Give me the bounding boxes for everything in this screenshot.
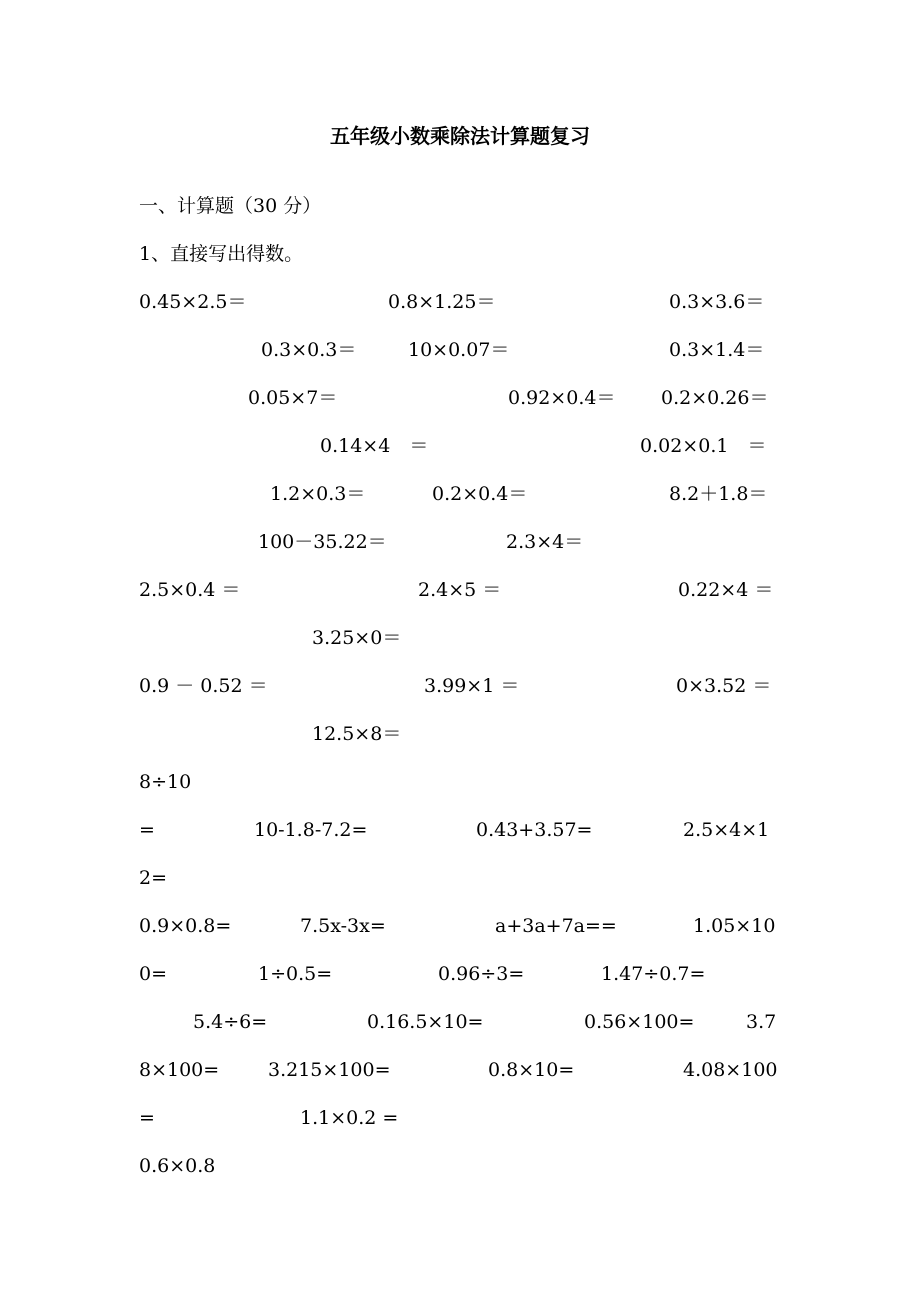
problem-row: [0, 1151, 920, 1181]
problem-item: 8×100=: [139, 1059, 220, 1081]
problem-item: a+3a+7a==: [495, 915, 617, 937]
problem-item: 0.96÷3=: [438, 963, 525, 985]
problem-item: 0.16.5×10=: [367, 1011, 484, 1033]
question-heading: 1、直接写出得数。: [139, 243, 304, 265]
problem-item: 2.3×4＝: [506, 531, 584, 553]
section-heading-line: [0, 191, 920, 221]
problem-item: 0.8×10=: [488, 1059, 575, 1081]
problem-item: 1÷0.5=: [258, 963, 333, 985]
problem-item: 1.2×0.3＝: [270, 483, 366, 505]
problem-row: [0, 1007, 920, 1037]
problem-item: 4.08×100: [683, 1059, 778, 1081]
problem-row: [0, 527, 920, 557]
problem-item: 8÷10: [139, 771, 192, 793]
problem-item: 0.3×1.4＝: [669, 339, 765, 361]
problem-item: 0.43+3.57=: [476, 819, 593, 841]
problem-item: 0.56×100=: [584, 1011, 695, 1033]
problem-row: [0, 959, 920, 989]
problem-row: [0, 575, 920, 605]
problem-item: 3.215×100=: [268, 1059, 391, 1081]
problem-row: [0, 815, 920, 845]
problem-item: 1.05×10: [693, 915, 776, 937]
problem-row: [0, 431, 920, 461]
problem-item: 2=: [139, 867, 168, 889]
problem-item: 3.25×0＝: [312, 627, 402, 649]
problem-item: 0.02×0.1 ＝: [640, 435, 767, 457]
problem-row: [0, 1103, 920, 1133]
problem-item: 5.4÷6=: [193, 1011, 268, 1033]
section-heading: 一、计算题（30 分）: [139, 195, 322, 217]
problem-item: 2.5×0.4 ＝: [139, 579, 241, 601]
problem-row: [0, 863, 920, 893]
problem-item: 0.2×0.4＝: [432, 483, 528, 505]
problem-item: 1.1×0.2 =: [300, 1107, 399, 1129]
problem-item: 2.5×4×1: [683, 819, 770, 841]
problem-row: [0, 719, 920, 749]
problem-item: 2.4×5 ＝: [418, 579, 502, 601]
problem-item: 3.7: [746, 1011, 777, 1033]
problem-row: [0, 335, 920, 365]
problem-row: [0, 767, 920, 797]
problem-item: 10×0.07＝: [408, 339, 510, 361]
problem-item: 0.2×0.26＝: [661, 387, 769, 409]
problem-row: [0, 911, 920, 941]
problem-item: =: [139, 819, 155, 841]
problem-item: 0×3.52 ＝: [676, 675, 772, 697]
problem-item: =: [139, 1107, 155, 1129]
problem-item: 12.5×8＝: [312, 723, 402, 745]
problem-item: 0.22×4 ＝: [678, 579, 774, 601]
question-heading-line: [0, 239, 920, 269]
problem-row: [0, 479, 920, 509]
page-title: 五年级小数乘除法计算题复习: [330, 124, 590, 148]
problem-item: 0.8×1.25＝: [388, 291, 496, 313]
problem-item: 10-1.8-7.2=: [254, 819, 368, 841]
problem-item: 0.92×0.4＝: [508, 387, 616, 409]
problem-item: 0.9 － 0.52 ＝: [139, 675, 268, 697]
problem-item: 0.9×0.8=: [139, 915, 232, 937]
problem-row: [0, 1055, 920, 1085]
problem-row: [0, 287, 920, 317]
problem-row: [0, 383, 920, 413]
problem-item: 3.99×1 ＝: [424, 675, 520, 697]
problem-item: 0.05×7＝: [248, 387, 338, 409]
problem-row: [0, 671, 920, 701]
problem-item: 1.47÷0.7=: [601, 963, 706, 985]
problem-item: 0.3×3.6＝: [669, 291, 765, 313]
problem-item: 0.3×0.3＝: [261, 339, 357, 361]
problem-item: 100－35.22＝: [258, 531, 387, 553]
problem-row: [0, 623, 920, 653]
problem-item: 7.5x-3x=: [300, 915, 386, 937]
problem-item: 0.6×0.8: [139, 1155, 216, 1177]
problem-item: 0=: [139, 963, 168, 985]
problem-item: 0.45×2.5＝: [139, 291, 247, 313]
problem-item: 8.2＋1.8＝: [669, 483, 768, 505]
problem-item: 0.14×4 ＝: [320, 435, 429, 457]
